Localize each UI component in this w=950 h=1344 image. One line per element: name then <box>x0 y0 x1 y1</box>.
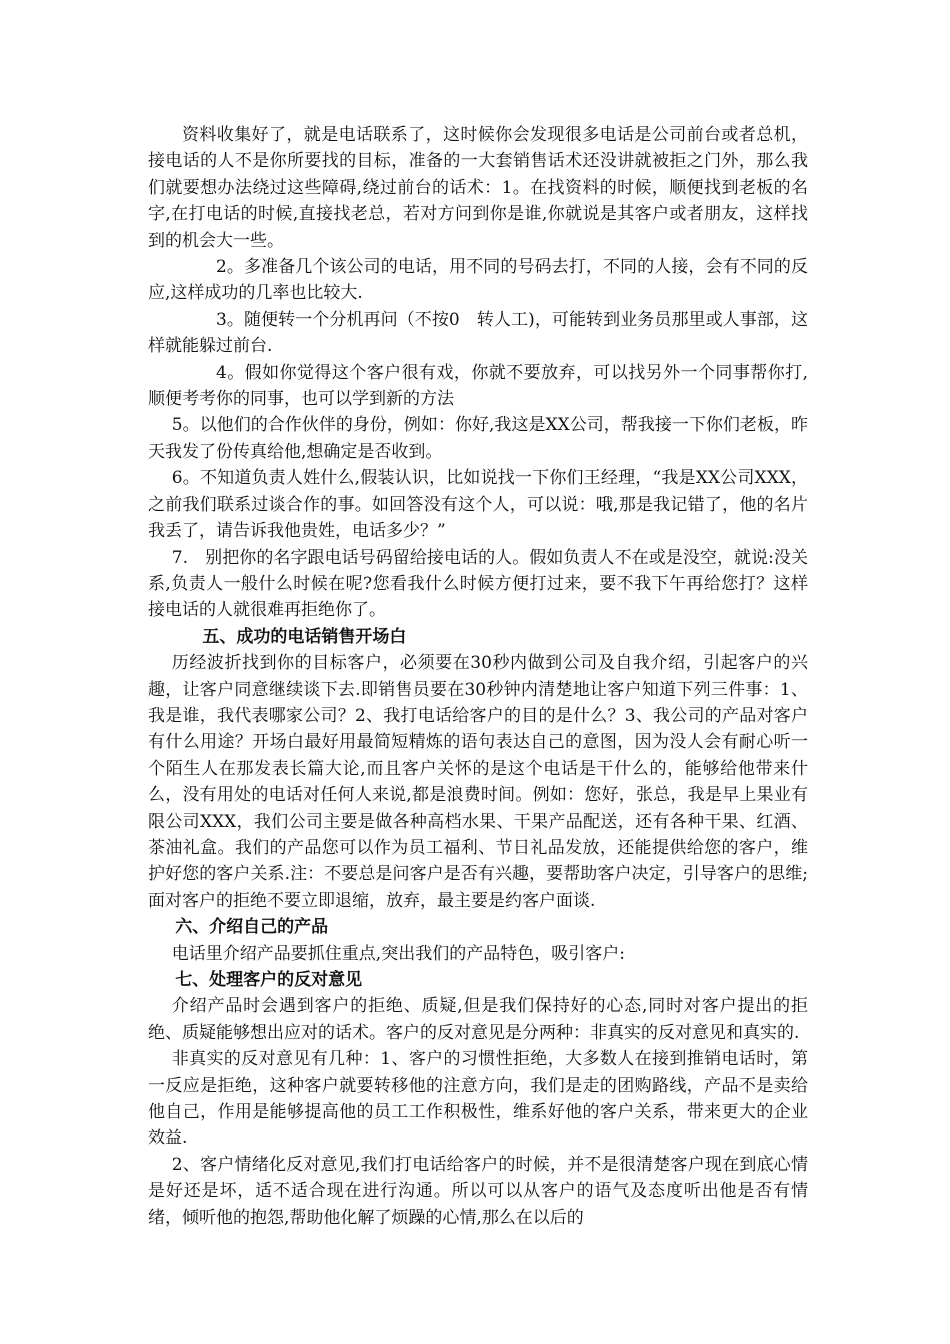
paragraph-tip-7: 7. 别把你的名字跟电话号码留给接电话的人。假如负责人不在或是没空，就说:没关系,负责人一般什么时候在呢?您看我什么时候方便打过来，要不我下午再给您打？这样接电话的人就很难再拒绝你了。 <box>148 547 808 621</box>
paragraph-emotional-objections: 2、客户情绪化反对意见,我们打电话给客户的时候，并不是很清楚客户现在到底心情是好还是坏，适不适合现在进行沟通。所以可以从客户的语气及态度听出他是否有情绪，倾听他的抱怨,帮助他化解了烦躁的心情,那么在以后的 <box>148 1154 808 1228</box>
paragraph-objections: 介绍产品时会遇到客户的拒绝、质疑,但是我们保持好的心态,同时对客户提出的拒绝、质疑能够想出应对的话术。客户的反对意见是分两种：非真实的反对意见和真实的. <box>148 996 808 1043</box>
paragraph-tip-2: 2。多准备几个该公司的电话，用不同的号码去打，不同的人接，会有不同的反应,这样成功的几率也比较大. <box>148 257 808 304</box>
document-page <box>148 122 808 1231</box>
paragraph-tip-4: 4。假如你觉得这个客户很有戏，你就不要放弃，可以找另外一个同事帮你打,顺便考考你的同事，也可以学到新的方法 <box>148 362 808 410</box>
paragraph-product: 电话里介绍产品要抓住重点,突出我们的产品特色，吸引客户: <box>171 943 625 964</box>
section-heading-6: 六、介绍自己的产品 <box>175 917 329 938</box>
section-heading-5: 五、成功的电话销售开场白 <box>202 626 407 647</box>
paragraph-tip-6: 6。不知道负责人姓什么,假装认识，比如说找一下你们王经理，“我是XX公司XXX，之前我们联系过谈合作的事。如回答没有这个人，可以说：哦,那是我记错了，他的名片我丢了，请告诉我他贵姓，电话多少？” <box>148 468 808 542</box>
paragraph-tip-3: 3。随便转一个分机再问（不按0 转人工)，可能转到业务员那里或人事部，这样就能躲过前台. <box>148 309 808 357</box>
section-heading-7: 七、处理客户的反对意见 <box>175 970 363 990</box>
paragraph-false-objections: 非真实的反对意见有几种：1、客户的习惯性拒绝，大多数人在接到推销电话时，第一反应是拒绝，这种客户就要转移他的注意方向，我们是走的团购路线，产品不是卖给他自己，作用是能够提高他的员工工作积极性，维系好他的客户关系，带来更大的企业效益. <box>148 1049 808 1149</box>
paragraph-opening: 历经波折找到你的目标客户，必须要在30秒内做到公司及自我介绍，引起客户的兴趣，让客户同意继续谈下去.即销售员要在30秒钟内清楚地让客户知道下列三件事：1、我是谁，我代表哪家公司？2、我打电话给客户的目的是什么？3、我公司的产品对客户有什么用途？开场白最好用最简短精炼的语句表达自己的意图，因为没人会有耐心听一个陌生人在那发表长篇大论,而且客户关怀的是这个电话是干什么的，能够给他带来什么，没有用处的电话对任何人来说,都是浪费时间。例如：您好，张总，我是早上果业有限公司XXX，我们公司主要是做各种高档水果、干果产品配送，还有各种干果、红酒、茶油礼盒。我们的产品您可以作为员工福利、节日礼品发放，还能提供给您的客户，维护好您的客户关系.注：不要总是问客户是否有兴趣，要帮助客户决定，引导客户的思维;面对客户的拒绝不要立即退缩，放弃，最主要是约客户面谈. <box>148 653 808 911</box>
paragraph-tip-5: 5。以他们的合作伙伴的身份，例如：你好,我这是XX公司，帮我接一下你们老板，昨天我发了份传真给他,想确定是否收到。 <box>148 415 808 462</box>
paragraph-intro: 资料收集好了，就是电话联系了，这时候你会发现很多电话是公司前台或者总机，接电话的人不是你所要找的目标，准备的一大套销售话术还没讲就被拒之门外，那么我们就要想办法绕过这些障碍,绕过前台的话术：1。在找资料的时候，顺便找到老板的名字,在打电话的时候,直接找老总，若对方问到你是谁,你就说是其客户或者朋友，这样找到的机会大一些。 <box>148 125 808 251</box>
